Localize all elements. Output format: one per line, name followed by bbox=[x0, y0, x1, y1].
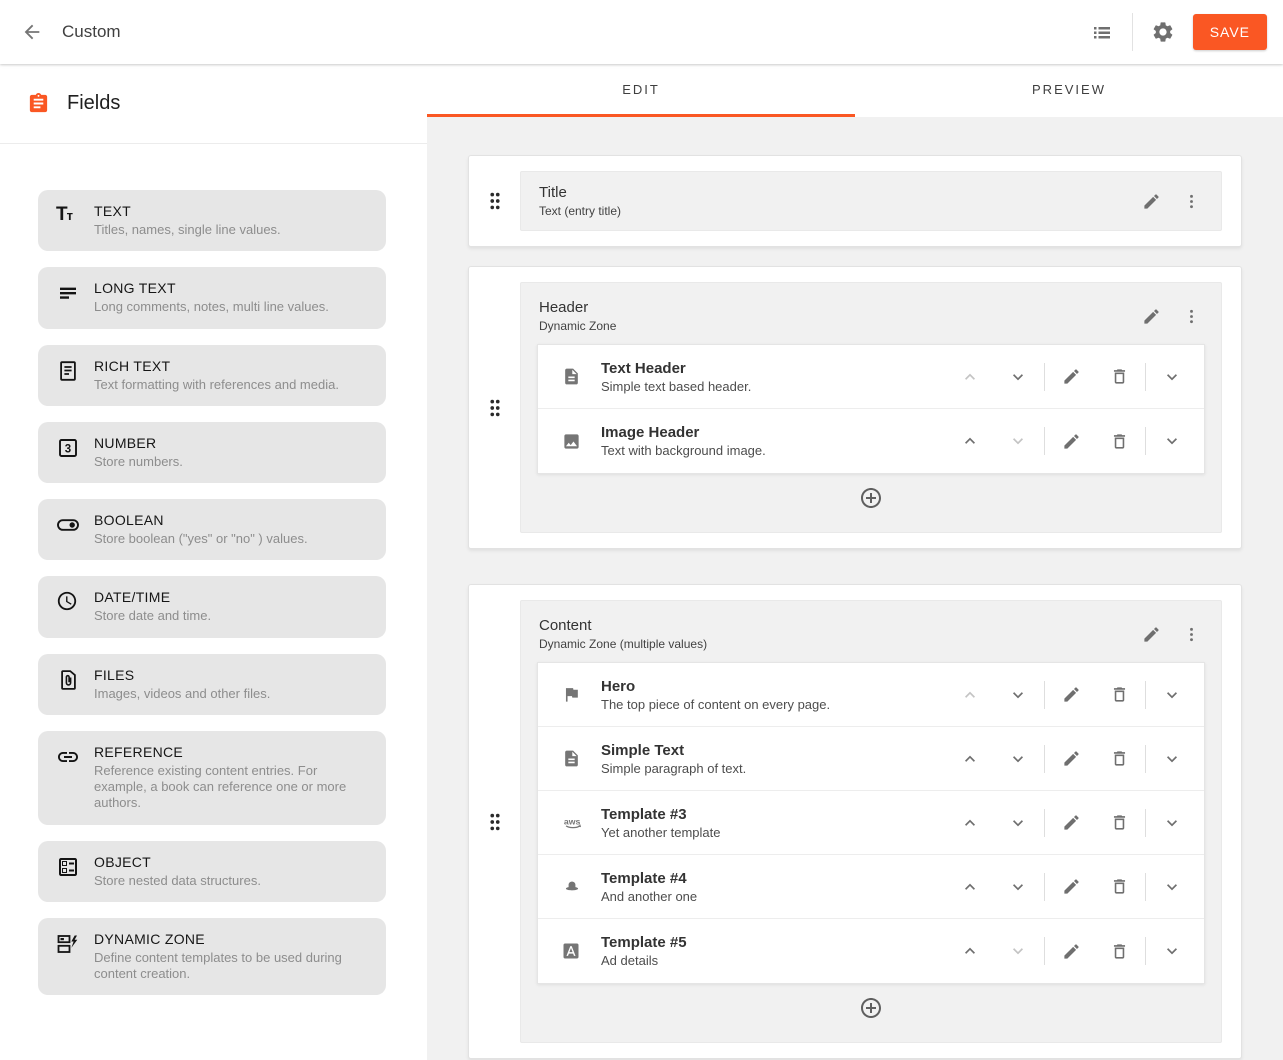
topbar-divider bbox=[1132, 13, 1133, 51]
move-up-icon[interactable] bbox=[946, 739, 994, 779]
template-description: The top piece of content on every page. bbox=[601, 696, 831, 712]
field-type-object[interactable] bbox=[38, 841, 386, 902]
template-list bbox=[537, 662, 1205, 984]
editor-main bbox=[427, 64, 1283, 1060]
zone-header bbox=[521, 601, 1221, 662]
delete-template-button[interactable] bbox=[1095, 739, 1143, 779]
field-type-label: Dynamic Zone (multiple values) bbox=[539, 637, 708, 651]
template-row-template-5 bbox=[538, 919, 1204, 983]
field-type-name: OBJECT bbox=[94, 853, 152, 870]
fields-sidebar bbox=[0, 64, 427, 1060]
move-down-icon bbox=[994, 421, 1042, 461]
delete-template-button[interactable] bbox=[1095, 675, 1143, 715]
template-name: Hero bbox=[601, 677, 636, 695]
template-row-simple-text bbox=[538, 727, 1204, 791]
field-type-description: Reference existing content entries. For example, a book can reference one or more authors. bbox=[94, 762, 347, 811]
expand-template-icon[interactable] bbox=[1148, 421, 1196, 461]
field-type-description: Titles, names, single line values. bbox=[94, 222, 281, 237]
field-type-files[interactable] bbox=[38, 654, 386, 715]
move-down-icon[interactable] bbox=[994, 739, 1042, 779]
template-row-hero bbox=[538, 663, 1204, 727]
delete-template-button[interactable] bbox=[1095, 421, 1143, 461]
field-type-boolean[interactable] bbox=[38, 499, 386, 560]
expand-template-icon[interactable] bbox=[1148, 739, 1196, 779]
field-type-description: Images, videos and other files. bbox=[94, 685, 271, 701]
field-label: Content bbox=[539, 617, 592, 634]
field-menu-kebab-icon[interactable] bbox=[1171, 181, 1211, 221]
delete-template-button[interactable] bbox=[1095, 357, 1143, 397]
field-type-description: Text formatting with references and media. bbox=[94, 376, 339, 392]
field-type-list bbox=[0, 144, 427, 995]
move-down-icon[interactable] bbox=[994, 867, 1042, 907]
field-type-name: REFERENCE bbox=[94, 743, 184, 760]
template-description: And another one bbox=[601, 888, 698, 904]
template-name: Simple Text bbox=[601, 741, 685, 759]
drag-handle-icon[interactable] bbox=[484, 397, 506, 419]
sidebar-title: Fields bbox=[67, 92, 121, 114]
field-type-description: Long comments, notes, multi line values. bbox=[94, 299, 329, 315]
template-row-text-header bbox=[538, 345, 1204, 409]
expand-template-icon[interactable] bbox=[1148, 675, 1196, 715]
aws-icon bbox=[562, 812, 584, 834]
field-list-icon[interactable] bbox=[1082, 12, 1122, 52]
add-template-button[interactable] bbox=[851, 988, 891, 1028]
move-down-icon[interactable] bbox=[994, 675, 1042, 715]
template-row-template-3 bbox=[538, 791, 1204, 855]
zone-header bbox=[521, 283, 1221, 344]
dynamic-zone-icon bbox=[56, 932, 80, 983]
tab-preview[interactable]: PREVIEW bbox=[1032, 81, 1106, 97]
hat-icon bbox=[562, 877, 584, 897]
expand-template-icon[interactable] bbox=[1148, 931, 1196, 971]
ad-icon bbox=[562, 942, 584, 960]
edit-template-button[interactable] bbox=[1047, 803, 1095, 843]
field-type-name: BOOLEAN bbox=[94, 512, 164, 528]
expand-template-icon[interactable] bbox=[1148, 803, 1196, 843]
field-type-name: DATE/TIME bbox=[94, 589, 171, 606]
long-text-icon bbox=[56, 281, 80, 315]
field-type-description: Store numbers. bbox=[94, 453, 183, 469]
template-list bbox=[537, 344, 1205, 474]
move-up-icon bbox=[946, 675, 994, 715]
field-card-content bbox=[468, 584, 1242, 1059]
top-app-bar bbox=[0, 0, 1283, 64]
template-row-template-4 bbox=[538, 855, 1204, 919]
edit-field-button[interactable] bbox=[1131, 296, 1171, 336]
datetime-icon bbox=[56, 590, 80, 624]
reference-icon bbox=[56, 745, 80, 812]
move-up-icon bbox=[946, 357, 994, 397]
editor-canvas bbox=[427, 117, 1283, 1060]
field-type-name: RICH TEXT bbox=[94, 357, 171, 374]
template-description: Ad details bbox=[601, 953, 659, 968]
edit-field-button[interactable] bbox=[1131, 181, 1171, 221]
edit-template-button[interactable] bbox=[1047, 867, 1095, 907]
sidebar-header bbox=[0, 64, 427, 144]
edit-template-button[interactable] bbox=[1047, 357, 1095, 397]
move-up-icon[interactable] bbox=[946, 803, 994, 843]
boolean-icon bbox=[56, 513, 80, 547]
field-card-title bbox=[468, 155, 1242, 247]
field-type-description: Store boolean ("yes" or "no" ) values. bbox=[94, 531, 308, 546]
template-name: Text Header bbox=[601, 359, 686, 377]
expand-template-icon[interactable] bbox=[1148, 357, 1196, 397]
edit-template-button[interactable] bbox=[1047, 675, 1095, 715]
move-up-icon[interactable] bbox=[946, 931, 994, 971]
field-type-description: Store date and time. bbox=[94, 608, 212, 624]
field-type-dynamic-zone[interactable] bbox=[38, 918, 386, 996]
edit-field-button[interactable] bbox=[1131, 614, 1171, 654]
delete-template-button[interactable] bbox=[1095, 867, 1143, 907]
field-card-header bbox=[468, 266, 1242, 549]
tab-edit[interactable]: EDIT bbox=[427, 64, 855, 117]
field-type-name: DYNAMIC ZONE bbox=[94, 930, 205, 947]
drag-handle-icon[interactable] bbox=[484, 190, 506, 212]
field-type-text[interactable] bbox=[38, 190, 386, 251]
field-type-name: FILES bbox=[94, 666, 135, 683]
template-description: Text with background image. bbox=[601, 443, 766, 458]
field-menu-kebab-icon[interactable] bbox=[1171, 296, 1211, 336]
template-name: Template #3 bbox=[601, 805, 687, 823]
template-description: Simple paragraph of text. bbox=[601, 760, 747, 776]
back-button[interactable] bbox=[14, 14, 50, 50]
field-title-box bbox=[520, 171, 1222, 231]
field-type-reference[interactable] bbox=[38, 731, 386, 825]
rich-text-icon bbox=[56, 359, 80, 393]
field-type-name: TEXT bbox=[94, 203, 131, 219]
template-description: Simple text based header. bbox=[601, 378, 752, 394]
drag-handle-icon[interactable] bbox=[484, 811, 506, 833]
move-down-icon[interactable] bbox=[994, 357, 1042, 397]
settings-gear-icon[interactable] bbox=[1143, 12, 1183, 52]
document-icon bbox=[562, 749, 584, 768]
field-type-name: LONG TEXT bbox=[94, 280, 176, 297]
clipboard-icon bbox=[27, 92, 50, 115]
text-icon: Tт bbox=[56, 204, 72, 225]
delete-template-button[interactable] bbox=[1095, 931, 1143, 971]
template-name: Template #4 bbox=[601, 869, 687, 887]
field-type-datetime[interactable] bbox=[38, 576, 386, 637]
field-type-label: Dynamic Zone bbox=[539, 319, 617, 333]
field-type-label: Text (entry title) bbox=[539, 204, 622, 218]
image-icon bbox=[562, 432, 584, 451]
field-type-name: NUMBER bbox=[94, 434, 157, 451]
page-title: Custom bbox=[62, 22, 121, 41]
field-type-long-text[interactable] bbox=[38, 267, 386, 328]
flag-icon bbox=[562, 685, 584, 704]
field-label: Header bbox=[539, 299, 589, 316]
files-icon bbox=[56, 668, 80, 702]
move-up-icon[interactable] bbox=[946, 421, 994, 461]
field-type-description: Define content templates to be used during content creation. bbox=[94, 949, 342, 981]
template-name: Image Header bbox=[601, 424, 700, 441]
template-description: Yet another template bbox=[601, 824, 721, 840]
object-icon bbox=[56, 855, 80, 889]
move-down-icon[interactable] bbox=[994, 803, 1042, 843]
move-down-icon bbox=[994, 931, 1042, 971]
template-row-image-header bbox=[538, 409, 1204, 473]
field-type-rich-text[interactable] bbox=[38, 345, 386, 406]
field-label: Title bbox=[539, 184, 567, 201]
edit-template-button[interactable] bbox=[1047, 739, 1095, 779]
edit-template-button[interactable] bbox=[1047, 421, 1095, 461]
save-button[interactable]: SAVE bbox=[1193, 14, 1267, 50]
template-name: Template #5 bbox=[601, 934, 687, 951]
expand-template-icon[interactable] bbox=[1148, 867, 1196, 907]
edit-template-button[interactable] bbox=[1047, 931, 1095, 971]
document-icon bbox=[562, 367, 584, 386]
delete-template-button[interactable] bbox=[1095, 803, 1143, 843]
number-icon bbox=[56, 436, 80, 470]
add-template-button[interactable] bbox=[851, 478, 891, 518]
move-up-icon[interactable] bbox=[946, 867, 994, 907]
field-menu-kebab-icon[interactable] bbox=[1171, 614, 1211, 654]
editor-tabs bbox=[427, 64, 1283, 117]
field-type-description: Store nested data structures. bbox=[94, 872, 261, 888]
field-type-number[interactable] bbox=[38, 422, 386, 483]
